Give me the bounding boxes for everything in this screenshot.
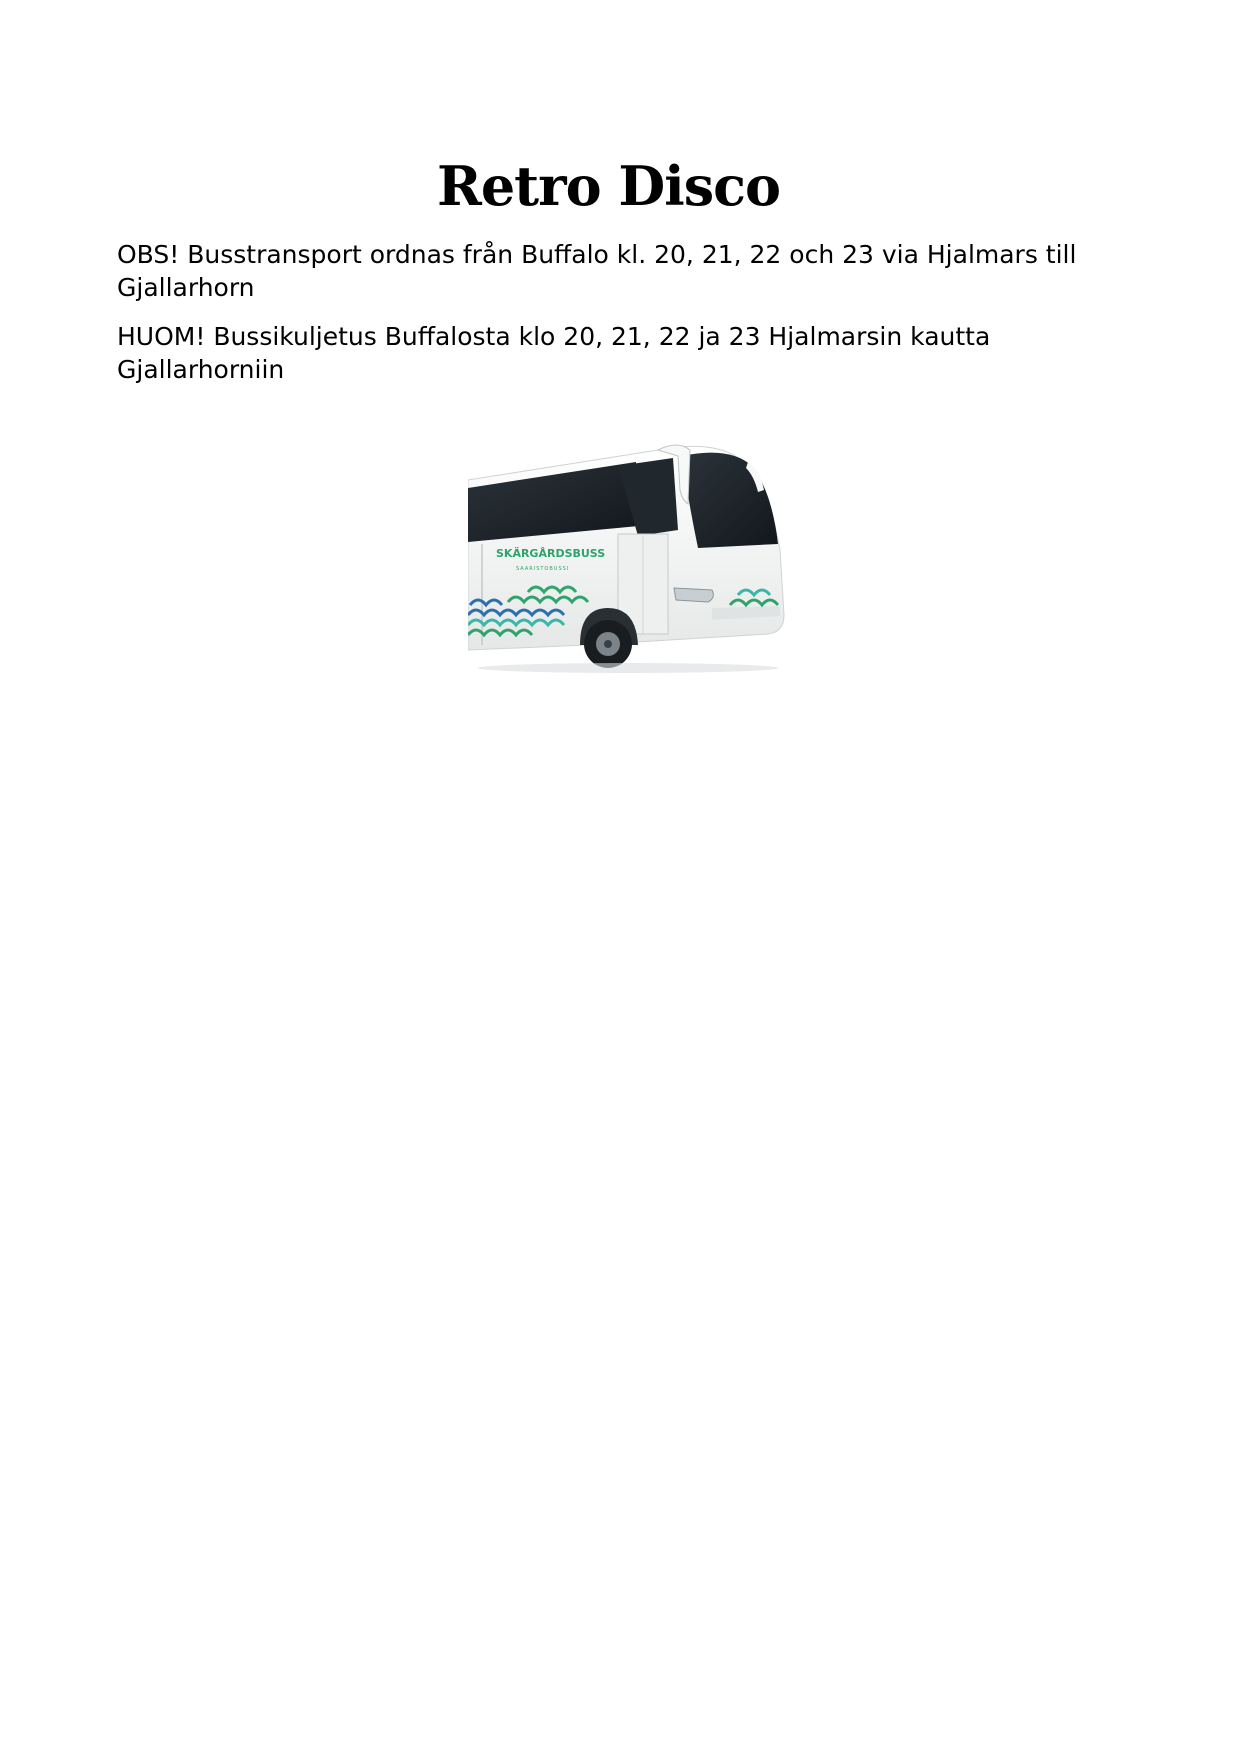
notice-swedish: OBS! Busstransport ordnas från Buffalo kl. 20, 21, 22 och 23 via Hjalmars till Gjallarhorn [117,240,1077,302]
bus-sub-text: SAARISTOBUSSI [516,566,570,572]
notice-finnish: HUOM! Bussikuljetus Buffalosta klo 20, 21, 22 ja 23 Hjalmarsin kautta Gjallarhorniin [117,322,991,384]
bus-illustration [468,440,785,675]
bus-image [468,440,785,675]
page-title: Retro Disco [436,154,781,218]
bus-logo-text: SKÄRGÅRDSBUSS [496,547,606,560]
